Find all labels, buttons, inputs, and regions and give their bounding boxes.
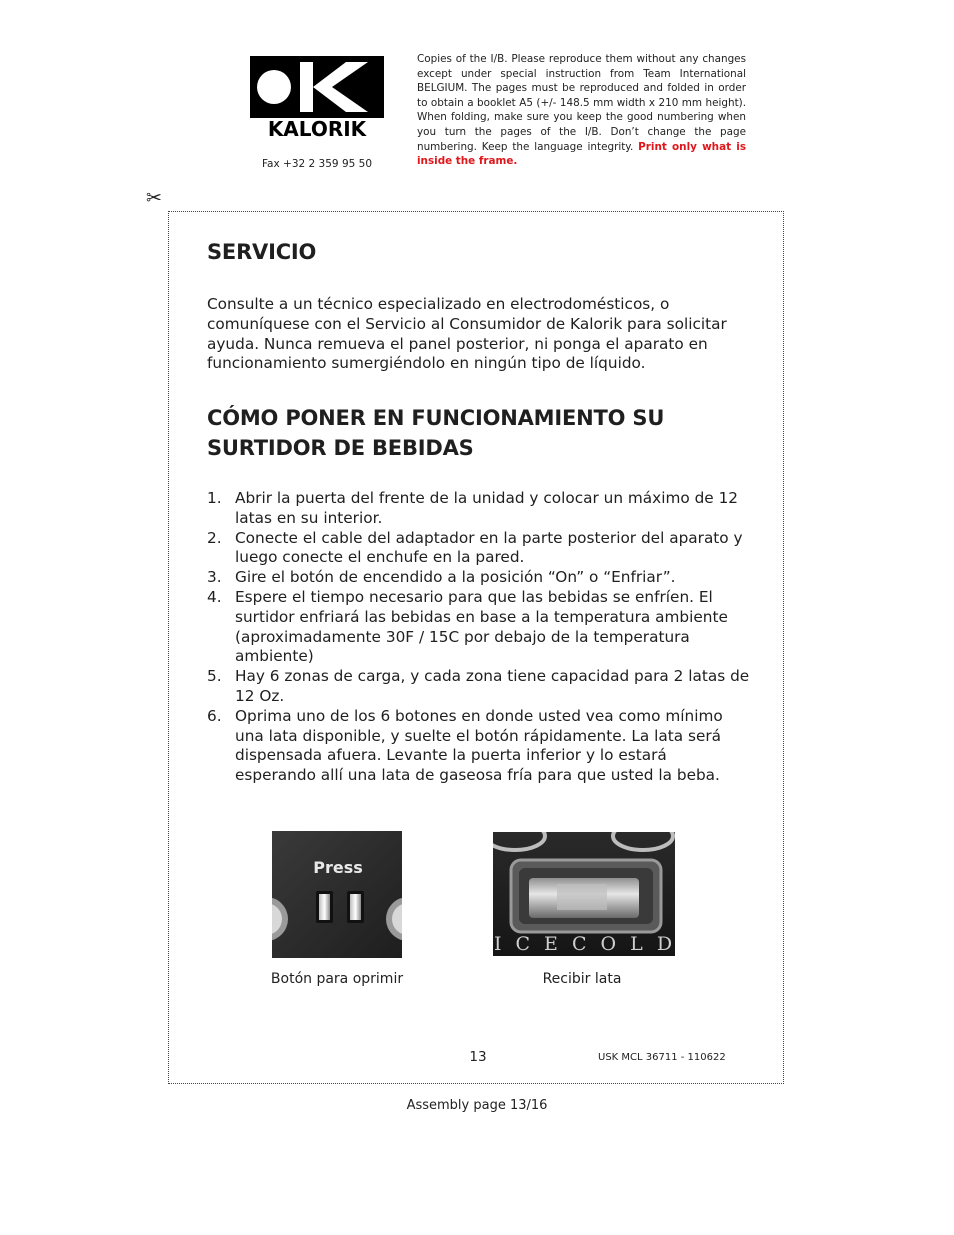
instructions-warning: Print only what is inside the frame. [417, 140, 746, 168]
caption-press-button: Botón para oprimir [270, 971, 404, 987]
servicio-paragraph: Consulte a un técnico especializado en electrodomésticos, o comuníquese con el Servicio al Consumidor de Kalorik para solicitar ayuda. Nunca remueva el panel posterior, ni ponga el aparato en funcionamiento sumergiéndolo en ningún tipo de líquido. [207, 295, 727, 373]
list-item: 5. Hay 6 zonas de carga, y cada zona tiene capacidad para 2 latas de 12 Oz. [207, 667, 750, 705]
section-title-servicio: SERVICIO [207, 240, 317, 264]
section-title-operation [207, 404, 747, 463]
logo-wordmark: KALORIK [267, 117, 367, 140]
ice-cold-label: I C E C O L D [493, 933, 675, 955]
title-line-2: SURTIDOR DE BEBIDAS [207, 435, 474, 460]
assembly-page: Assembly page 13/16 [406, 1098, 548, 1113]
print-instructions [417, 52, 746, 169]
press-button-photo [272, 831, 402, 958]
document-reference: USK MCL 36711 - 110622 [598, 1052, 726, 1063]
title-line-1: CÓMO PONER EN FUNCIONAMIENTO SU [207, 406, 665, 430]
press-label: Press [313, 858, 363, 877]
list-item: 1. Abrir la puerta del frente de la unidad y colocar un máximo de 12 latas en su interior. [207, 489, 739, 527]
list-item: 3. Gire el botón de encendido a la posición “On” o “Enfriar”. [207, 568, 676, 587]
list-item: 4. Espere el tiempo necesario para que las bebidas se enfríen. El surtidor enfriará las bebidas en base a la temperatura ambiente (aproximadamente 30F / 15C por debajo de la temperatura ambiente) [207, 587, 728, 666]
steps-list [207, 489, 752, 786]
receive-can-photo [493, 832, 675, 956]
list-item: 2. Conecte el cable del adaptador en la parte posterior del aparato y luego conecte el enchufe en la pared. [207, 528, 743, 567]
scissors-icon: ✂ [146, 187, 162, 209]
page-number: 13 [469, 1049, 487, 1065]
kalorik-logo [250, 56, 384, 140]
caption-receive-can: Recibir lata [542, 971, 622, 987]
list-item: 6. Oprima uno de los 6 botones en donde usted vea como mínimo una lata disponible, y suelte el botón rápidamente. La lata será dispensada afuera. Levante la puerta inferior y lo estará esperando allí una lata de gaseosa fría para que usted la beba. [207, 706, 723, 785]
instructions-text: Copies of the I/B. Please reproduce them without any changes except under special instruction from Team International BELGIUM. The pages must be reproduced and folded in order to obtain a booklet A5 (+/- 148.5 mm width x 210 mm height). When folding, make sure you keep the good numbering when you turn the pages of the I/B. Don’t change the page numbering. Keep the language integrity. [417, 53, 746, 153]
fax-number: Fax +32 2 359 95 50 [261, 158, 372, 170]
